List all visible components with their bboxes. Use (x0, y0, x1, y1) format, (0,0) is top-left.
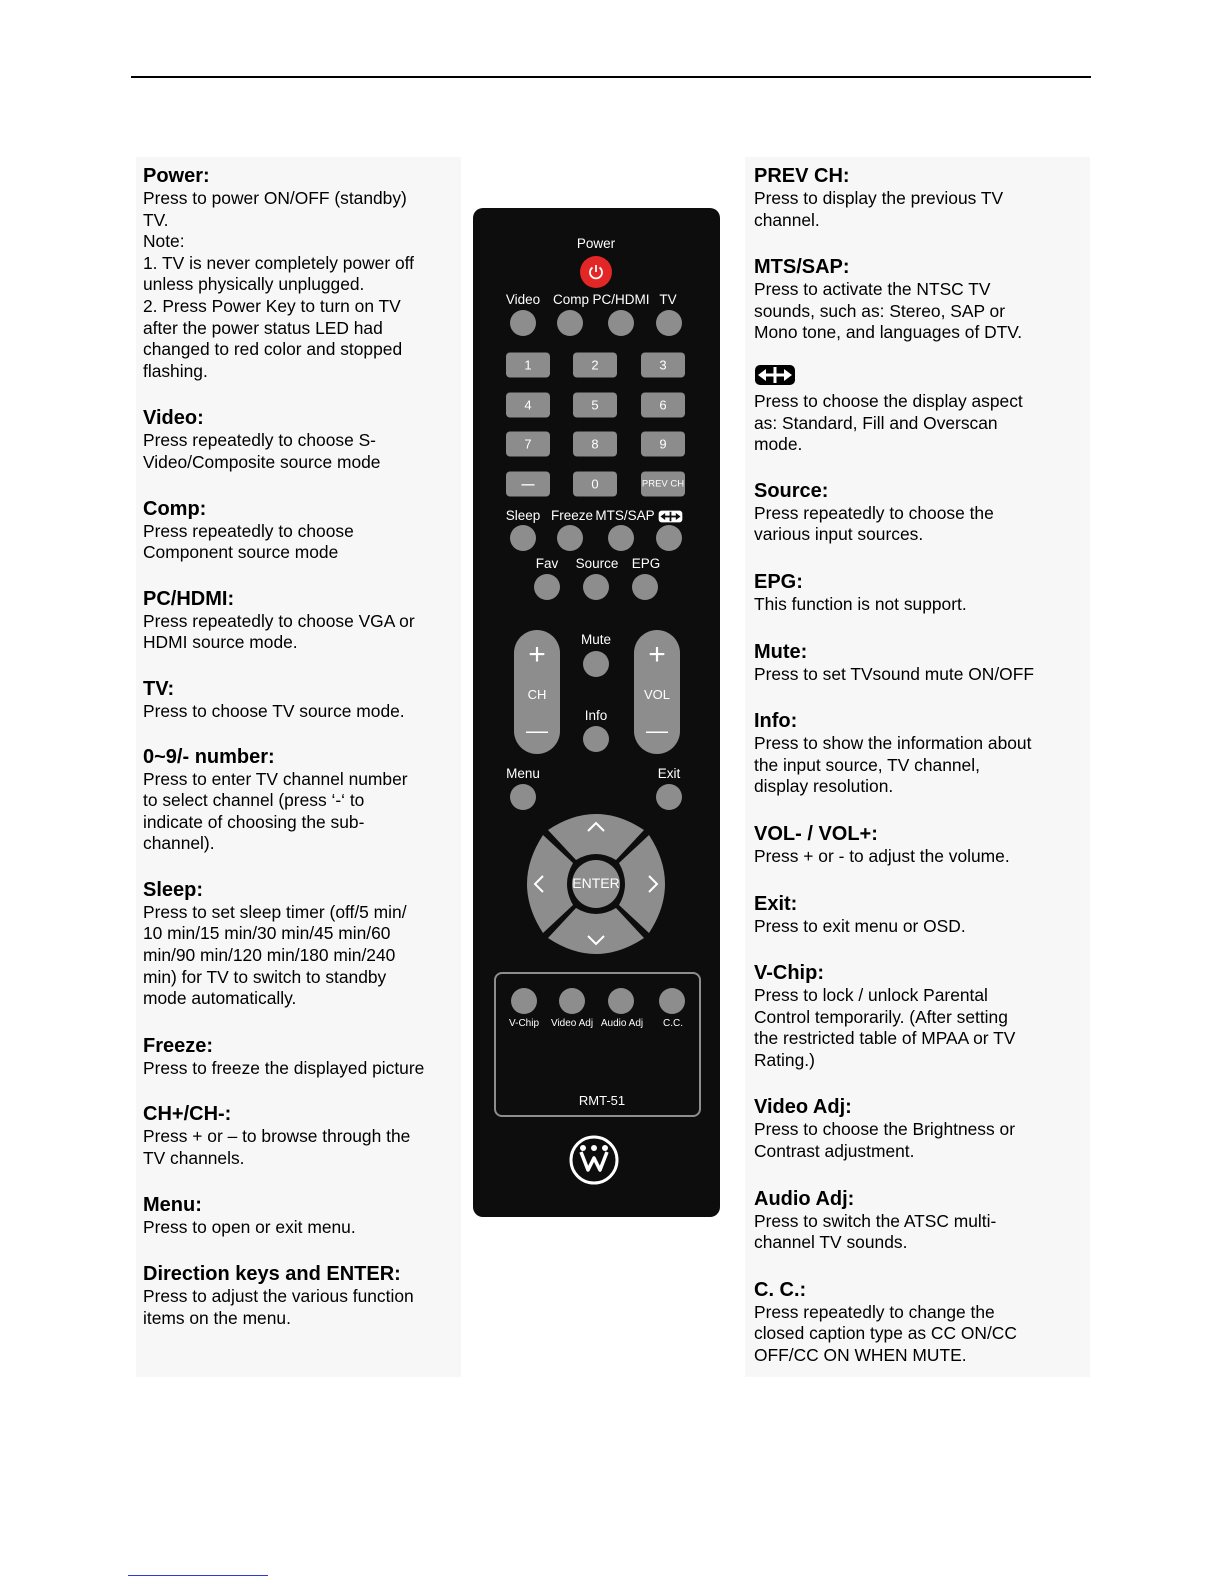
key-6[interactable]: 6 (641, 393, 685, 418)
ch-minus[interactable]: — (526, 718, 548, 743)
entry-power (143, 164, 458, 382)
info-button[interactable] (583, 726, 609, 752)
aspect-ratio-icon (754, 364, 796, 386)
power-icon (587, 263, 605, 281)
entry-title: PREV CH: (754, 165, 850, 187)
entry-title: V-Chip: (754, 962, 824, 985)
key-4[interactable]: 4 (506, 393, 550, 418)
freeze-button[interactable] (557, 525, 583, 551)
entry-title: Audio Adj: (754, 1187, 855, 1210)
audio-adj-button[interactable] (608, 988, 634, 1014)
remote-control (473, 208, 720, 1217)
entry-title: Menu: (143, 1193, 202, 1216)
entry-comp (143, 497, 458, 564)
entry-tv (143, 677, 458, 723)
power-label: Power (576, 236, 616, 251)
entry-title: PC/HDMI: (143, 587, 235, 610)
entry-source (754, 479, 1084, 546)
left-column (143, 164, 458, 1329)
source-label: Source (575, 556, 619, 571)
freeze-label: Freeze (550, 508, 594, 523)
entry-body: Press + or - to adjust the volume. (754, 845, 1010, 866)
down-key[interactable] (548, 908, 644, 954)
entry-body: This function is not support. (754, 593, 967, 614)
entry-title: EPG: (754, 570, 803, 593)
entry-sleep (143, 878, 458, 1010)
video-label: Video (505, 292, 541, 307)
entry-title: 0~9/- number: (143, 745, 275, 768)
video-button[interactable] (510, 310, 536, 336)
fav-label: Fav (535, 556, 559, 571)
key-5[interactable]: 5 (573, 393, 617, 418)
entry-title: Power: (143, 165, 210, 187)
info-label: Info (584, 708, 608, 723)
epg-label: EPG (631, 556, 661, 571)
entry-cc (754, 1278, 1084, 1367)
fav-button[interactable] (534, 574, 560, 600)
entry-title: Direction keys and ENTER: (143, 1263, 401, 1286)
vchip-button[interactable] (511, 988, 537, 1014)
entry-body: Press to enter TV channel number to select channel (press ‘-‘ to indicate of choosing the sub- channel). (143, 768, 408, 854)
entry-number (143, 745, 458, 855)
entry-menu (143, 1193, 458, 1239)
entry-videoadj (754, 1095, 1084, 1162)
entry-title: VOL- / VOL+: (754, 822, 878, 845)
audio-adj-label: Audio Adj (600, 1018, 644, 1029)
brand-logo (568, 1134, 620, 1186)
entry-title: Sleep: (143, 878, 204, 901)
entry-title: TV: (143, 677, 175, 700)
sleep-label: Sleep (505, 508, 541, 523)
entry-mute (754, 640, 1084, 686)
tv-label: TV (659, 292, 677, 307)
entry-title: MTS/SAP: (754, 256, 850, 279)
entry-body: Press to open or exit menu. (143, 1216, 356, 1237)
entry-body: Press repeatedly to choose VGA or HDMI source mode. (143, 610, 415, 653)
entry-vol (754, 822, 1084, 868)
vchip-label: V-Chip (508, 1018, 540, 1029)
entry-title: Info: (754, 710, 798, 733)
entry-title: C. C.: (754, 1278, 807, 1301)
menu-button[interactable] (510, 784, 536, 810)
key-9[interactable]: 9 (641, 432, 685, 457)
vol-plus[interactable]: + (648, 638, 666, 671)
pchdmi-label: PC/HDMI (592, 292, 650, 307)
up-key[interactable] (548, 814, 644, 860)
entry-direction (143, 1262, 458, 1329)
entry-vchip (754, 961, 1084, 1071)
prev-ch-key[interactable]: PREV CH (641, 472, 685, 497)
mts-sap-button[interactable] (608, 525, 634, 551)
entry-body: Press + or – to browse through the TV channels. (143, 1126, 411, 1169)
sleep-button[interactable] (510, 525, 536, 551)
entry-ch (143, 1102, 458, 1169)
ch-label: CH (527, 687, 547, 702)
entry-body: Press to choose the display aspect as: Standard, Fill and Overscan mode. (754, 390, 1023, 455)
aspect-button[interactable] (656, 525, 682, 551)
right-column (754, 164, 1084, 1367)
exit-label: Exit (657, 766, 681, 781)
bottom-function-panel (494, 972, 701, 1117)
ch-rocker[interactable] (514, 630, 560, 754)
key-7[interactable]: 7 (506, 432, 550, 457)
entry-mtssap (754, 255, 1084, 344)
video-adj-label: Video Adj (550, 1018, 594, 1029)
enter-label: ENTER (572, 875, 620, 891)
entry-body: Press to lock / unlock Parental Control temporarily. (After setting the restricted table of MPAA or TV Rating.) (754, 985, 1016, 1070)
vol-label: VOL (643, 687, 670, 702)
entry-title: Freeze: (143, 1034, 214, 1057)
entry-body: Press repeatedly to choose the various input sources. (754, 502, 994, 545)
comp-label: Comp (552, 292, 590, 307)
entry-prevch (754, 164, 1084, 231)
entry-epg (754, 570, 1084, 616)
entry-body: Press to adjust the various function items on the menu. (143, 1286, 414, 1328)
entry-title: Video: (143, 407, 204, 430)
power-button[interactable] (580, 256, 612, 288)
footer-link-underline (128, 1575, 268, 1576)
entry-title: CH+/CH-: (143, 1103, 232, 1126)
entry-body: Press to power ON/OFF (standby) TV. Note: 1. TV is never completely power off unless physically unplugged. 2. Press Power Key to turn on TV after the power status LED had changed to red color and stopped flashing. (143, 188, 414, 381)
entry-freeze (143, 1034, 458, 1080)
entry-exit (754, 892, 1084, 938)
mts-label: MTS/SAP (595, 508, 655, 523)
key-2[interactable]: 2 (573, 353, 617, 378)
key-0[interactable]: 0 (573, 472, 617, 497)
key-3[interactable]: 3 (641, 353, 685, 378)
comp-button[interactable] (557, 310, 583, 336)
vol-minus[interactable]: — (646, 718, 668, 743)
entry-info (754, 709, 1084, 798)
entry-body: Press to activate the NTSC TV sounds, such as: Stereo, SAP or Mono tone, and languages of DTV. (754, 279, 1023, 343)
entry-body: Press to show the information about the input source, TV channel, display resolution. (754, 733, 1032, 797)
entry-pchdmi (143, 587, 458, 654)
entry-title: Video Adj: (754, 1096, 852, 1119)
video-adj-button[interactable] (559, 988, 585, 1014)
entry-audioadj (754, 1187, 1084, 1254)
top-rule (131, 76, 1091, 78)
entry-body: Press to switch the ATSC multi- channel TV sounds. (754, 1210, 997, 1253)
menu-label: Menu (506, 766, 540, 781)
source-button[interactable] (583, 574, 609, 600)
pchdmi-button[interactable] (608, 310, 634, 336)
entry-body: Press to set TVsound mute ON/OFF (754, 663, 1034, 684)
cc-button[interactable] (659, 988, 685, 1014)
entry-body: Press to choose the Brightness or Contrast adjustment. (754, 1119, 1015, 1162)
entry-title: Comp: (143, 497, 207, 520)
entry-body: Press repeatedly to change the closed caption type as CC ON/CC OFF/CC ON WHEN MUTE. (754, 1301, 1017, 1366)
key-1[interactable]: 1 (506, 353, 550, 378)
entry-title: Mute: (754, 640, 808, 663)
entry-body: Press to display the previous TV channel. (754, 188, 1004, 230)
entry-body: Press to exit menu or OSD. (754, 915, 966, 936)
entry-video (143, 406, 458, 473)
entry-title: Exit: (754, 892, 798, 915)
tv-button[interactable] (656, 310, 682, 336)
exit-button[interactable] (656, 784, 682, 810)
entry-body: Press repeatedly to choose Component source mode (143, 520, 354, 563)
entry-body: Press to set sleep timer (off/5 min/ 10 min/15 min/30 min/45 min/60 min/90 min/120 min/180 min/240 min) for TV to switch to standby mode automatically. (143, 901, 407, 1009)
cc-label: C.C. (663, 1018, 683, 1029)
entry-body: Press to choose TV source mode. (143, 700, 405, 721)
mute-label: Mute (580, 632, 612, 647)
model-label: RMT-51 (578, 1093, 626, 1108)
entry-body: Press repeatedly to choose S- Video/Composite source mode (143, 430, 381, 472)
key-dash[interactable]: — (506, 472, 550, 497)
key-8[interactable]: 8 (573, 432, 617, 457)
entry-aspect (754, 362, 1084, 456)
ch-plus[interactable]: + (528, 638, 546, 671)
mute-button[interactable] (583, 651, 609, 677)
entry-body: Press to freeze the displayed picture (143, 1057, 425, 1078)
epg-button[interactable] (632, 574, 658, 600)
vol-rocker[interactable] (634, 630, 680, 754)
aspect-ratio-icon (658, 510, 683, 523)
entry-title: Source: (754, 479, 829, 502)
